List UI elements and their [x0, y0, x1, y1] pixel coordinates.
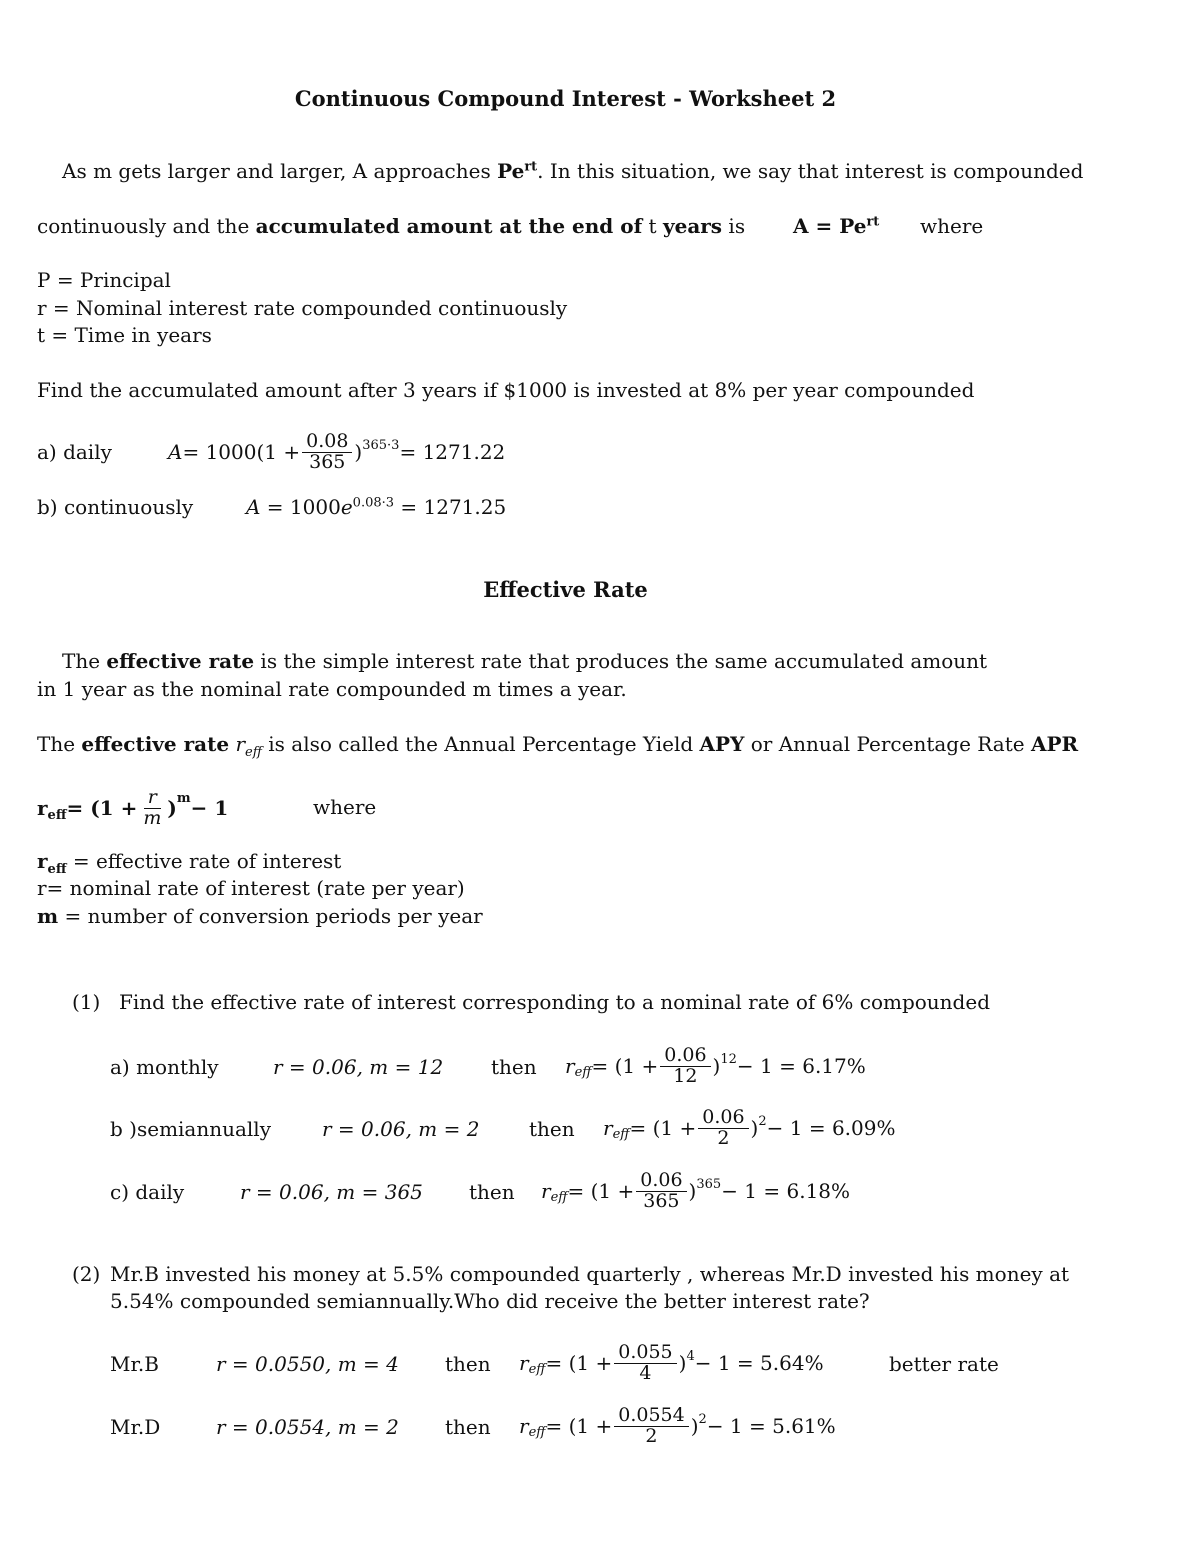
eq-result: − 1 = 6.18% [721, 1179, 851, 1203]
intro-text: is [722, 214, 746, 238]
reff-sub: eff [528, 1362, 546, 1377]
eq-text: ) [690, 1414, 699, 1438]
intro-text: . In this situation, we say that interest is compounded [537, 159, 1084, 183]
denominator: 365 [309, 450, 346, 473]
exponent: 365 [696, 1177, 722, 1192]
q1-row-then: then [491, 1055, 537, 1079]
eq-text: = (1 + [567, 1179, 635, 1203]
intro-text: As m gets larger and larger, A approaches [62, 159, 498, 183]
find-question: Find the accumulated amount after 3 years if $1000 is invested at 8% per year compounded [37, 378, 975, 402]
eq-text: ) [750, 1116, 759, 1140]
q2-row-equation [519, 1335, 824, 1391]
eq-e: e [340, 495, 353, 519]
denominator: 2 [645, 1424, 658, 1447]
text: = effective rate of interest [66, 849, 342, 873]
numerator: 0.06 [698, 1108, 748, 1129]
q2-row-params: r = 0.0554, m = 2 [216, 1415, 399, 1439]
accumulated-formula [793, 214, 879, 238]
text: is also called the Annual Percentage Yield [261, 732, 700, 756]
numerator: 0.08 [302, 432, 352, 453]
eq-result: = 1271.25 [394, 495, 507, 519]
apr-bold: APR [1030, 732, 1079, 756]
reff-var: r [603, 1116, 613, 1140]
fraction [302, 429, 352, 473]
eq-text: ) [712, 1054, 721, 1078]
reff-sub: eff [528, 1425, 546, 1440]
numerator: 0.055 [614, 1343, 676, 1364]
reff-sub: eff [612, 1127, 630, 1142]
def-rate: r = Nominal interest rate compounded continuously [37, 296, 568, 320]
intro-t: t [642, 214, 663, 238]
numerator: 0.06 [660, 1046, 710, 1067]
def-nominal: r= nominal rate of interest (rate per year) [37, 876, 465, 900]
eq-var: A [246, 495, 261, 519]
eq-result: − 1 = 5.61% [706, 1414, 836, 1438]
eq-text: = (1 + [591, 1054, 659, 1078]
q1-row-params: r = 0.06, m = 12 [273, 1055, 444, 1079]
reff-var: r [37, 849, 48, 873]
q1-row-label: a) monthly [110, 1055, 219, 1079]
exponent: m [176, 791, 191, 806]
fraction [636, 1168, 686, 1212]
fraction [698, 1105, 748, 1149]
years-bold: years [662, 214, 723, 238]
apy-bold: APY [699, 732, 745, 756]
reff-sub: eff [245, 745, 262, 760]
eq-text: ) [688, 1179, 697, 1203]
pe-term: Pe [497, 159, 525, 183]
q2-row-then: then [445, 1415, 491, 1439]
formula-exponent: rt [866, 214, 880, 230]
q1-text: Find the effective rate of interest corresponding to a nominal rate of 6% compounded [119, 990, 990, 1014]
eq-var: A [168, 440, 183, 464]
q2-row-label: Mr.B [110, 1352, 159, 1376]
q1-label: (1) [72, 990, 101, 1014]
continuous-equation [246, 495, 506, 519]
eq-text: = (1 + [545, 1414, 613, 1438]
effective-rate-bold: effective rate [106, 649, 255, 673]
fraction [660, 1043, 710, 1087]
fraction [614, 1340, 676, 1384]
better-rate-note: better rate [889, 1352, 999, 1376]
eq-text: − 1 [190, 796, 229, 820]
reff-var: r [519, 1351, 529, 1375]
numerator: r [144, 788, 161, 809]
text: The [62, 649, 107, 673]
q2-line-2: 5.54% compounded semiannually.Who did receive the better interest rate? [110, 1289, 870, 1313]
eq-text: ) [354, 440, 363, 464]
formula-where: where [313, 795, 377, 819]
def-periods [37, 904, 483, 928]
eq-text: = (1 + [545, 1351, 613, 1375]
fraction [614, 1403, 688, 1447]
eff-para-line-1 [62, 649, 987, 673]
denominator: 2 [717, 1126, 730, 1149]
denominator: 365 [643, 1189, 680, 1212]
exponent: 4 [686, 1349, 695, 1364]
denominator: m [143, 806, 162, 829]
eq-text: = (1 + [629, 1116, 697, 1140]
eq-text: = (1 + [66, 796, 138, 820]
q1-row-equation [565, 1038, 866, 1094]
reff-sub: eff [574, 1065, 592, 1080]
def-principal: P = Principal [37, 268, 171, 292]
reff-sub: eff [47, 808, 67, 823]
eq-result: − 1 = 6.17% [736, 1054, 866, 1078]
text: = number of conversion periods per year [58, 904, 483, 928]
q1-row-equation [541, 1163, 850, 1219]
q2-label: (2) [72, 1262, 101, 1286]
section-title-effective-rate: Effective Rate [483, 577, 648, 602]
eq-result: − 1 = 5.64% [694, 1351, 824, 1375]
eq-text: ) [678, 1351, 687, 1375]
exponent: 365·3 [362, 438, 400, 453]
eq-text: = 1000(1 + [182, 440, 301, 464]
effective-rate-bold: effective rate [81, 732, 230, 756]
q2-row-equation [519, 1398, 836, 1454]
exponent: 12 [720, 1052, 737, 1067]
intro-line-1 [62, 159, 1083, 183]
q1-row-params: r = 0.06, m = 365 [240, 1180, 423, 1204]
reff-var: r [565, 1054, 575, 1078]
eq-result: − 1 = 6.09% [766, 1116, 896, 1140]
daily-equation [168, 424, 505, 480]
fraction [139, 785, 165, 829]
reff-sub: eff [550, 1190, 568, 1205]
reff-sub: eff [47, 862, 67, 877]
exponent: 2 [698, 1412, 707, 1427]
eq-text: = 1000 [260, 495, 341, 519]
eq-result: = 1271.22 [399, 440, 506, 464]
reff-var: r [519, 1414, 529, 1438]
q1-row-label: c) daily [110, 1180, 185, 1204]
q1-row-params: r = 0.06, m = 2 [322, 1117, 480, 1141]
numerator: 0.0554 [614, 1406, 688, 1427]
intro-text: continuously and the [37, 214, 256, 238]
eq-text: ) [167, 796, 177, 820]
continuous-label: b) continuously [37, 495, 194, 519]
m-bold: m [37, 904, 59, 928]
q2-row-then: then [445, 1352, 491, 1376]
def-reff [37, 849, 342, 877]
page-title: Continuous Compound Interest - Worksheet 2 [294, 86, 837, 111]
where-label: where [920, 214, 984, 238]
effective-rate-formula [37, 783, 228, 833]
formula-text: A = Pe [793, 214, 867, 238]
exponent: 2 [758, 1114, 767, 1129]
reff-var: r [235, 732, 245, 756]
reff-var: r [541, 1179, 551, 1203]
rt-exponent: rt [524, 159, 538, 175]
apy-line [37, 732, 1079, 760]
daily-label: a) daily [37, 440, 112, 464]
q2-line-1: Mr.B invested his money at 5.5% compounded quarterly , whereas Mr.D invested his money at [110, 1262, 1070, 1286]
q1-row-then: then [529, 1117, 575, 1141]
accumulated-amount-bold: accumulated amount at the end of [255, 214, 643, 238]
numerator: 0.06 [636, 1171, 686, 1192]
def-time: t = Time in years [37, 323, 212, 347]
text: is the simple interest rate that produces the same accumulated amount [254, 649, 988, 673]
text: The [37, 732, 82, 756]
reff-var: r [37, 796, 48, 820]
q2-row-params: r = 0.0550, m = 4 [216, 1352, 399, 1376]
q1-row-label: b )semiannually [110, 1117, 272, 1141]
q1-row-equation [603, 1100, 896, 1156]
text: or Annual Percentage Rate [744, 732, 1031, 756]
q2-row-label: Mr.D [110, 1415, 161, 1439]
q1-row-then: then [469, 1180, 515, 1204]
exponent: 0.08·3 [352, 495, 395, 511]
eff-para-line-2: in 1 year as the nominal rate compounded m times a year. [37, 677, 627, 701]
intro-line-2 [37, 214, 745, 238]
denominator: 12 [673, 1064, 698, 1087]
denominator: 4 [639, 1361, 652, 1384]
